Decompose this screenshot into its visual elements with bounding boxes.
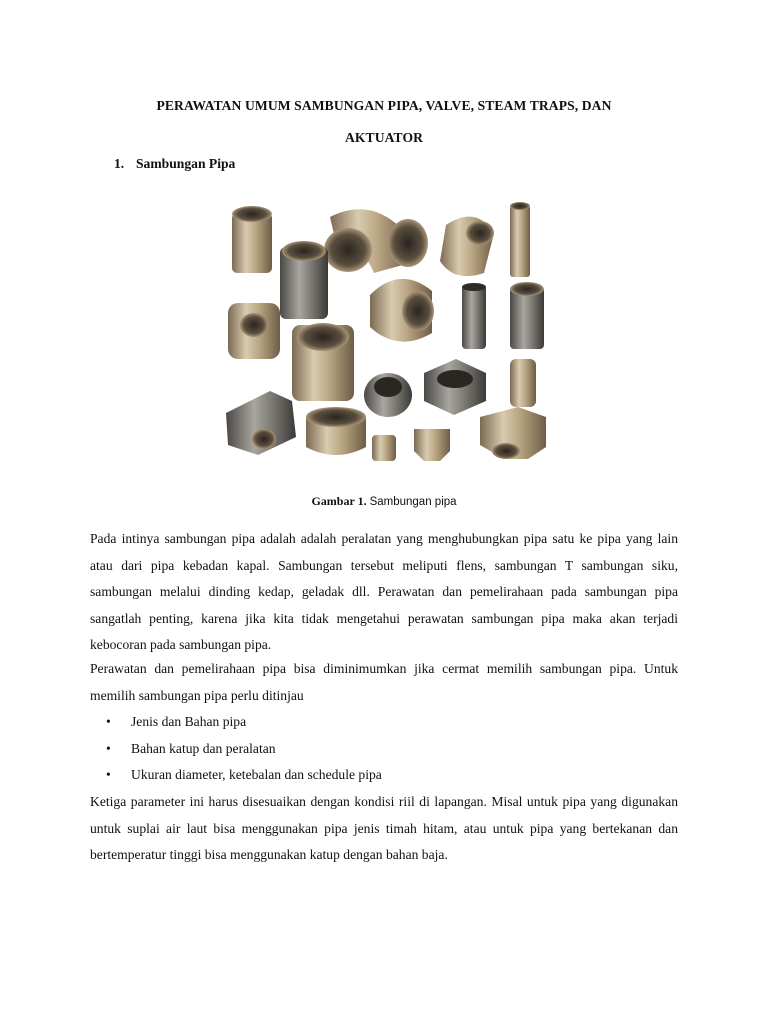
section-heading	[114, 156, 235, 172]
bullet-icon: •	[106, 714, 111, 729]
bullet-list	[106, 709, 382, 789]
caption-label: Gambar 1.	[311, 494, 367, 508]
list-item	[106, 709, 382, 736]
document-title	[90, 90, 678, 154]
list-item-text: Ukuran diameter, ketebalan dan schedule pipa	[131, 767, 382, 782]
list-item-text: Bahan katup dan peralatan	[131, 740, 276, 756]
paragraph-3: Ketiga parameter ini harus disesuaikan dengan kondisi riil di lapangan. Misal untuk pipa yang digunakan untuk suplai air laut bisa menggunakan pipa jenis timah hitam, atau untuk pipa yang bertekanan dan bertemperatur tinggi bisa menggunakan katup dengan bahan baja.	[90, 794, 678, 862]
paragraph-1: Pada intinya sambungan pipa adalah adalah peralatan yang menghubungkan pipa satu ke pipa yang lain atau dari pipa kebadan kapal. Sambungan tersebut meliputi flens, sambungan T sambungan siku, sambungan melalui dinding kedap, geladak dll. Perawatan dan pemelirahaan pada sambungan pipa sangatlah penting, karena jika kita tidak mengetahui perawatan sambungan pipa maka akan terjadi kebocoran pada sambungan pipa.	[90, 531, 678, 652]
pipe-fittings-image	[218, 195, 558, 470]
title-line-2: AKTUATOR	[344, 130, 424, 145]
title-line-1: PERAWATAN UMUM SAMBUNGAN PIPA, VALVE, STEAM TRAPS, DAN	[156, 98, 612, 113]
figure-caption	[0, 494, 768, 509]
list-item	[106, 762, 382, 789]
section-number: 1.	[114, 156, 125, 171]
section-title: Sambungan Pipa	[136, 156, 236, 171]
list-item	[106, 736, 382, 763]
bullet-icon: •	[106, 740, 111, 756]
list-item-text: Jenis dan Bahan pipa	[131, 714, 247, 729]
bullet-icon: •	[106, 767, 111, 782]
paragraph-2: Perawatan dan pemelirahaan pipa bisa diminimumkan jika cermat memilih sambungan pipa. Untuk memilih sambungan pipa perlu ditinjau	[90, 661, 678, 703]
caption-text: Sambungan pipa	[369, 496, 457, 508]
